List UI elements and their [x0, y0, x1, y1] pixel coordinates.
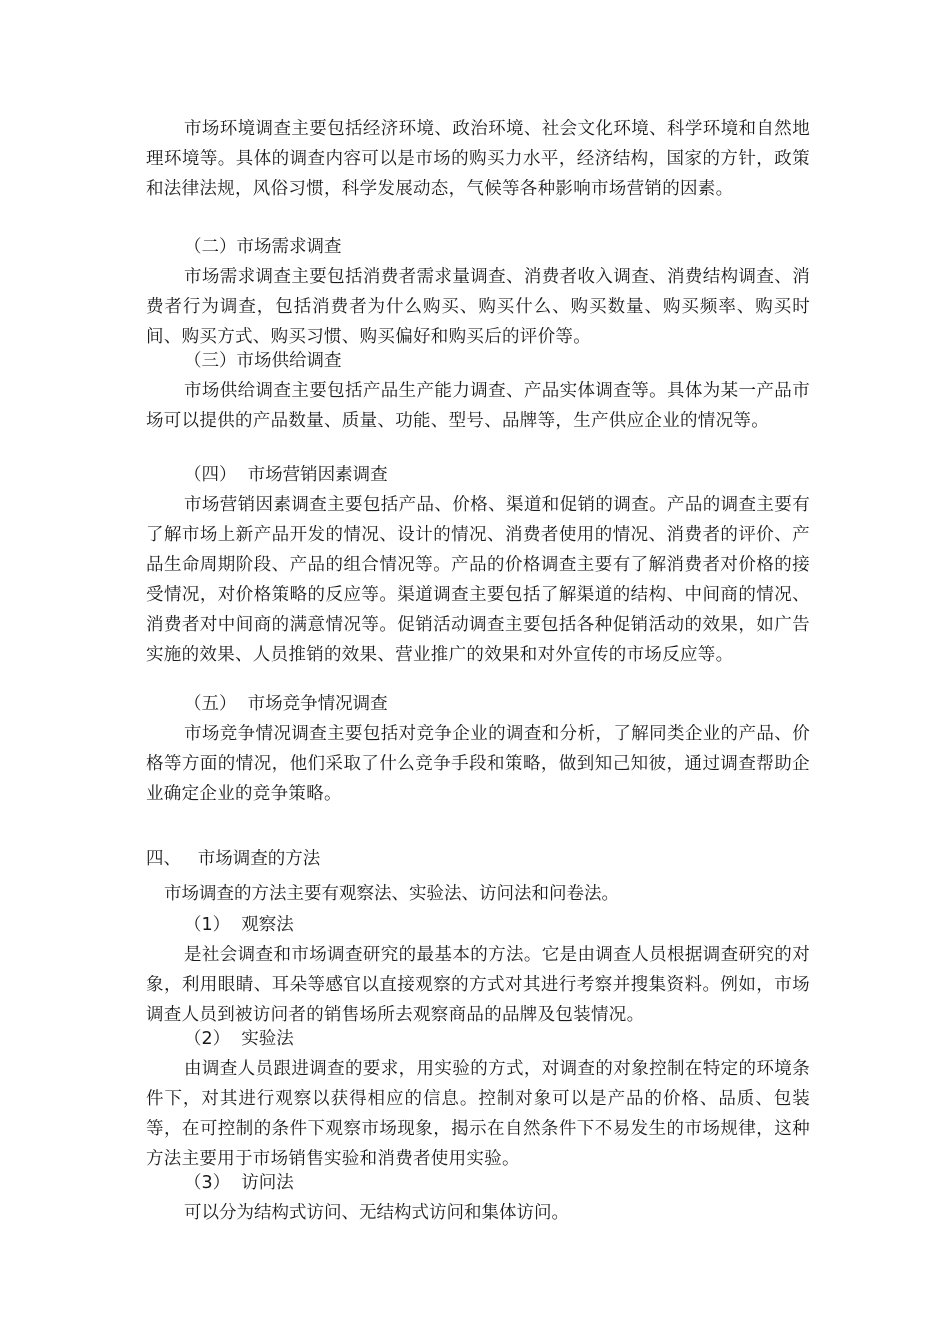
paragraph-market-environment: 市场环境调查主要包括经济环境、政治环境、社会文化环境、科学环境和自然地理环境等。具体的调查内容可以是市场的购买力水平，经济结构，国家的方针，政策和法律法规，风俗习惯，科学发展动态，气候等各种影响市场营销的因素。: [146, 119, 810, 199]
paragraph-market-demand: 市场需求调查主要包括消费者需求量调查、消费者收入调查、消费结构调查、消费者行为调查，包括消费者为什么购买、购买什么、购买数量、购买频率、购买时间、购买方式、购买习惯、购买偏好和购买后的评价等。: [146, 267, 810, 347]
paragraph-observation-method: 是社会调查和市场调查研究的最基本的方法。它是由调查人员根据调查研究的对象，利用眼睛、耳朵等感官以直接观察的方式对其进行考察并搜集资料。例如，市场调查人员到被访问者的销售场所去观察商品的品牌及包装情况。: [146, 945, 810, 1025]
heading-market-demand: （二）市场需求调查: [184, 237, 342, 257]
section-heading-research-methods: 四、 市场调查的方法: [146, 849, 321, 869]
heading-marketing-factors: （四） 市场营销因素调查: [184, 465, 388, 485]
paragraph-marketing-factors: 市场营销因素调查主要包括产品、价格、渠道和促销的调查。产品的调查主要有了解市场上新产品开发的情况、设计的情况、消费者使用的情况、消费者的评价、产品生命周期阶段、产品的组合情况等。产品的价格调查主要有了解消费者对价格的接受情况，对价格策略的反应等。渠道调查主要包括了解渠道的结构、中间商的情况、消费者对中间商的满意情况等。促销活动调查主要包括各种促销活动的效果，如广告实施的效果、人员推销的效果、营业推广的效果和对外宣传的市场反应等。: [146, 495, 810, 665]
paragraph-methods-intro: 市场调查的方法主要有观察法、实验法、访问法和问卷法。: [164, 884, 619, 904]
heading-observation-method: （1） 观察法: [184, 915, 294, 935]
paragraph-market-competition: 市场竞争情况调查主要包括对竞争企业的调查和分析，了解同类企业的产品、价格等方面的情况，他们采取了什么竞争手段和策略，做到知己知彼，通过调查帮助企业确定企业的竞争策略。: [146, 724, 810, 804]
heading-experiment-method: （2） 实验法: [184, 1029, 294, 1049]
heading-market-supply: （三）市场供给调查: [184, 351, 342, 371]
paragraph-market-supply: 市场供给调查主要包括产品生产能力调查、产品实体调查等。具体为某一产品市场可以提供的产品数量、质量、功能、型号、品牌等，生产供应企业的情况等。: [146, 381, 810, 431]
heading-interview-method: （3） 访问法: [184, 1173, 294, 1193]
paragraph-interview-method: 可以分为结构式访问、无结构式访问和集体访问。: [184, 1203, 569, 1223]
paragraph-experiment-method: 由调查人员跟进调查的要求，用实验的方式，对调查的对象控制在特定的环境条件下，对其进行观察以获得相应的信息。控制对象可以是产品的价格、品质、包装等，在可控制的条件下观察市场现象，揭示在自然条件下不易发生的市场规律，这种方法主要用于市场销售实验和消费者使用实验。: [146, 1059, 810, 1169]
heading-market-competition: （五） 市场竞争情况调查: [184, 694, 388, 714]
